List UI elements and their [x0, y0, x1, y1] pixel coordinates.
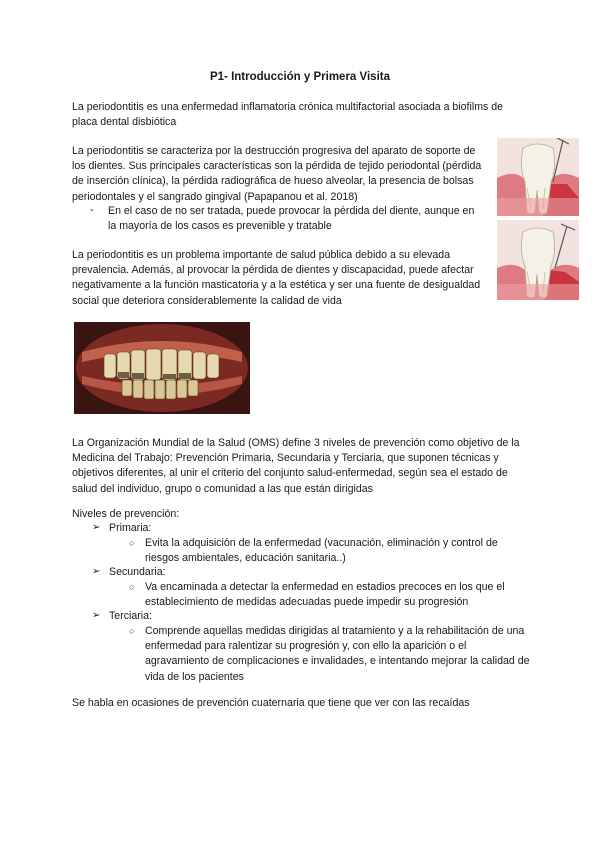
periodontal-illustration-1 — [497, 138, 579, 216]
circle-bullet: ○ — [129, 582, 135, 592]
clinical-mouth-photo — [74, 322, 250, 414]
paragraph-closing: Se habla en ocasiones de prevención cuaternaria que tiene que ver con las recaídas — [72, 697, 470, 709]
arrow-bullet: ➢ — [92, 566, 101, 577]
circle-bullet: ○ — [129, 538, 135, 548]
periodontal-illustration-2 — [497, 220, 579, 300]
arrow-bullet: ➢ — [92, 522, 101, 533]
circle-bullet: ○ — [129, 626, 135, 636]
levels-heading: Niveles de prevención: — [72, 508, 180, 520]
paragraph-oms: La Organización Mundial de la Salud (OMS) define 3 niveles de prevención como objetivo de la Medicina del Trabajo: Prevención Primaria, Secundaria y Terciaria, que suponen técnicas y objetivos diferentes, al unir el criterio del conjunto salud-enfermedad, según sea el estado de salud del individuo, grupo o comunidad a las que están dirigidas — [72, 437, 520, 495]
arrow-bullet: ➢ — [92, 610, 101, 621]
level-desc-terciaria: Comprende aquellas medidas dirigidas al tratamiento y a la rehabilitación de una enfermedad para ralentizar su progresión y, con ello la aparición o el agravamiento de complicaciones e invalidades, e intentando mejorar la calidad de vida de los pacientes — [145, 625, 530, 683]
dash-bullet: - — [90, 204, 94, 216]
paragraph-characteristics: La periodontitis se caracteriza por la destrucción progresiva del aparato de soporte de los dientes. Sus principales características son la pérdida de tejido periodontal (pérdida de inserción clínica), la pérdida radiográfica de hueso alveolar, la presencia de bolsas periodontales y el sangrado gingival (Papapanou et al. 2018) — [72, 145, 482, 203]
paragraph-public-health: La periodontitis es un problema importante de salud pública debido a su elevada prevalencia. Además, al provocar la pérdida de dientes y discapacidad, puede afectar negativamente a la función masticatoria y a la estética y ser una fuente de desigualdad social que deteriora considerablemente la calidad de vida — [72, 249, 481, 307]
bullet-untreated: En el caso de no ser tratada, puede provocar la pérdida del diente, aunque en la mayoría de los casos es prevenible y tratable — [108, 205, 475, 233]
level-name-secundaria: Secundaria: — [109, 566, 166, 578]
level-name-primaria: Primaria: — [109, 522, 152, 534]
level-desc-secundaria: Va encaminada a detectar la enfermedad en estadios precoces en los que el establecimiento de medidas adecuadas puede impedir su progresión — [145, 581, 505, 609]
level-name-terciaria: Terciaria: — [109, 610, 152, 622]
page-title: P1- Introducción y Primera Visita — [209, 71, 390, 83]
paragraph-definition: La periodontitis es una enfermedad inflamatoria crónica multifactorial asociada a biofilms de placa dental disbiótica — [72, 101, 504, 129]
level-desc-primaria: Evita la adquisición de la enfermedad (vacunación, eliminación y control de riesgos ambientales, educación sanitaria..) — [145, 537, 498, 565]
